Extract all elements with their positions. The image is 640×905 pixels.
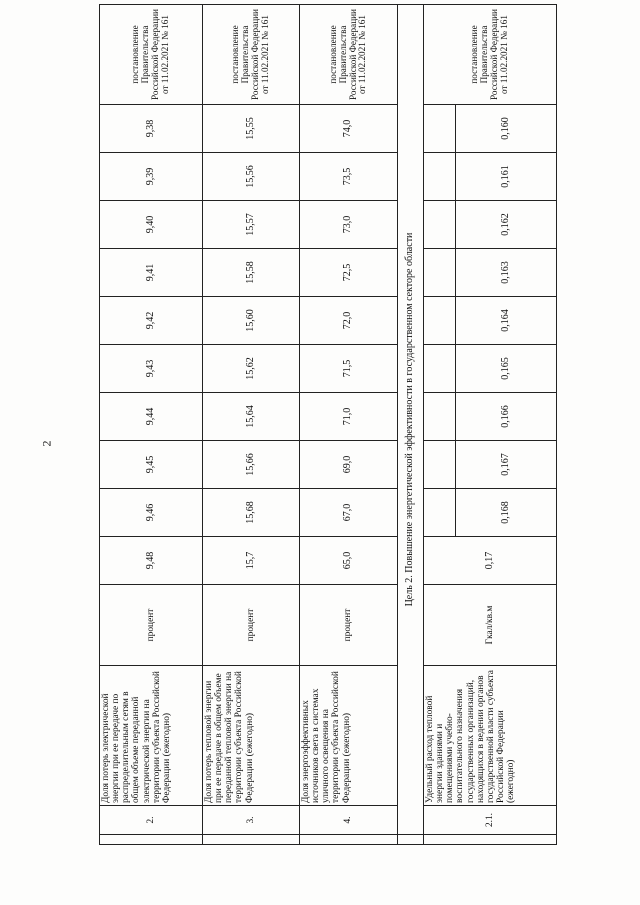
value-cell: 9,48 bbox=[100, 537, 203, 585]
value-cell: 71,5 bbox=[300, 345, 398, 393]
unit-cell: процент bbox=[300, 585, 398, 666]
value-cell: 0,165 bbox=[456, 345, 557, 393]
empty-cell bbox=[424, 105, 456, 153]
value-cell: 15,64 bbox=[203, 393, 300, 441]
value-cell: 72,5 bbox=[300, 249, 398, 297]
value-cell: 71,0 bbox=[300, 393, 398, 441]
value-cell: 74,0 bbox=[300, 105, 398, 153]
table-row bbox=[203, 5, 300, 845]
value-cell: 15,66 bbox=[203, 441, 300, 489]
value-cell: 9,45 bbox=[100, 441, 203, 489]
value-cell: 0,166 bbox=[456, 393, 557, 441]
value-cell: 15,60 bbox=[203, 297, 300, 345]
unit-cell: процент bbox=[100, 585, 203, 666]
page-number: 2 bbox=[39, 440, 54, 447]
empty-cell bbox=[424, 393, 456, 441]
empty-cell bbox=[424, 345, 456, 393]
indicators-table bbox=[99, 4, 557, 845]
table-row bbox=[100, 5, 203, 845]
value-cell: 9,42 bbox=[100, 297, 203, 345]
empty-cell bbox=[424, 201, 456, 249]
value-cell: 9,41 bbox=[100, 249, 203, 297]
row-number: 3. bbox=[203, 806, 300, 835]
value-cell: 67,0 bbox=[300, 489, 398, 537]
empty-cell bbox=[424, 249, 456, 297]
value-cell: 0,168 bbox=[456, 489, 557, 537]
table-row bbox=[300, 5, 398, 845]
goal-row bbox=[398, 5, 424, 845]
indicator-name: Доля энергоэффективных источников света в системах уличного освещения на территории субъекта Российской Федерации (ежегодно) bbox=[300, 666, 398, 806]
value-cell: 9,40 bbox=[100, 201, 203, 249]
empty-cell bbox=[424, 153, 456, 201]
indicator-name: Удельный расход тепловой энергии зданиями и помещениями учебно-воспитательного назначения государственных организаций, находящихся в ведении органов государственной власти субъекта Российской Федерации (ежегодно) bbox=[424, 666, 557, 806]
value-cell: 0,163 bbox=[456, 249, 557, 297]
unit-cell: процент bbox=[203, 585, 300, 666]
value-cell: 15,56 bbox=[203, 153, 300, 201]
indicator-name: Доля потерь тепловой энергии при ее передаче в общем объеме переданной тепловой энергии на территории субъекта Российской Федерации (ежегодно) bbox=[203, 666, 300, 806]
row-number: 2. bbox=[100, 806, 203, 835]
unit-cell: Гкал/кв.м bbox=[424, 585, 557, 666]
value-cell: 0,160 bbox=[456, 105, 557, 153]
value-cell: 9,46 bbox=[100, 489, 203, 537]
value-cell: 9,43 bbox=[100, 345, 203, 393]
row-number: 2.1. bbox=[424, 806, 557, 835]
value-cell: 0,162 bbox=[456, 201, 557, 249]
value-cell: 72,0 bbox=[300, 297, 398, 345]
source-cell: постановление Правительства Российской Федерации от 11.02.2021 № 161 bbox=[100, 5, 203, 105]
rotated-table-container bbox=[99, 9, 556, 845]
value-cell: 73,5 bbox=[300, 153, 398, 201]
table-row bbox=[424, 5, 456, 845]
value-cell: 9,39 bbox=[100, 153, 203, 201]
value-cell: 15,62 bbox=[203, 345, 300, 393]
edge-cell bbox=[203, 835, 300, 845]
edge-cell bbox=[398, 835, 424, 845]
value-cell: 9,38 bbox=[100, 105, 203, 153]
value-cell: 15,68 bbox=[203, 489, 300, 537]
value-cell: 15,7 bbox=[203, 537, 300, 585]
value-cell: 9,44 bbox=[100, 393, 203, 441]
empty-cell bbox=[424, 489, 456, 537]
value-cell: 0,161 bbox=[456, 153, 557, 201]
source-cell: постановление Правительства Российской Федерации от 11.02.2021 № 161 bbox=[300, 5, 398, 105]
indicator-name: Доля потерь электрической энергии при ее передаче по распределительным сетям в общем объеме переданной электрической энергии на территории субъекта Российской Федерации (ежегодно) bbox=[100, 666, 203, 806]
value-cell: 65,0 bbox=[300, 537, 398, 585]
value-cell: 73,0 bbox=[300, 201, 398, 249]
value-cell: 15,57 bbox=[203, 201, 300, 249]
edge-cell bbox=[424, 835, 557, 845]
edge-cell bbox=[300, 835, 398, 845]
row-number: 4. bbox=[300, 806, 398, 835]
source-cell: постановление Правительства Российской Федерации от 11.02.2021 № 161 bbox=[424, 5, 557, 105]
empty-cell bbox=[424, 441, 456, 489]
value-cell: 69,0 bbox=[300, 441, 398, 489]
goal-heading: Цель 2. Повышение энергетической эффективности в государственном секторе области bbox=[398, 5, 424, 835]
source-cell: постановление Правительства Российской Федерации от 11.02.2021 № 161 bbox=[203, 5, 300, 105]
value-cell: 15,58 bbox=[203, 249, 300, 297]
value-cell: 0,17 bbox=[424, 537, 557, 585]
edge-cell bbox=[100, 835, 203, 845]
value-cell: 0,167 bbox=[456, 441, 557, 489]
empty-cell bbox=[424, 297, 456, 345]
value-cell: 0,164 bbox=[456, 297, 557, 345]
value-cell: 15,55 bbox=[203, 105, 300, 153]
